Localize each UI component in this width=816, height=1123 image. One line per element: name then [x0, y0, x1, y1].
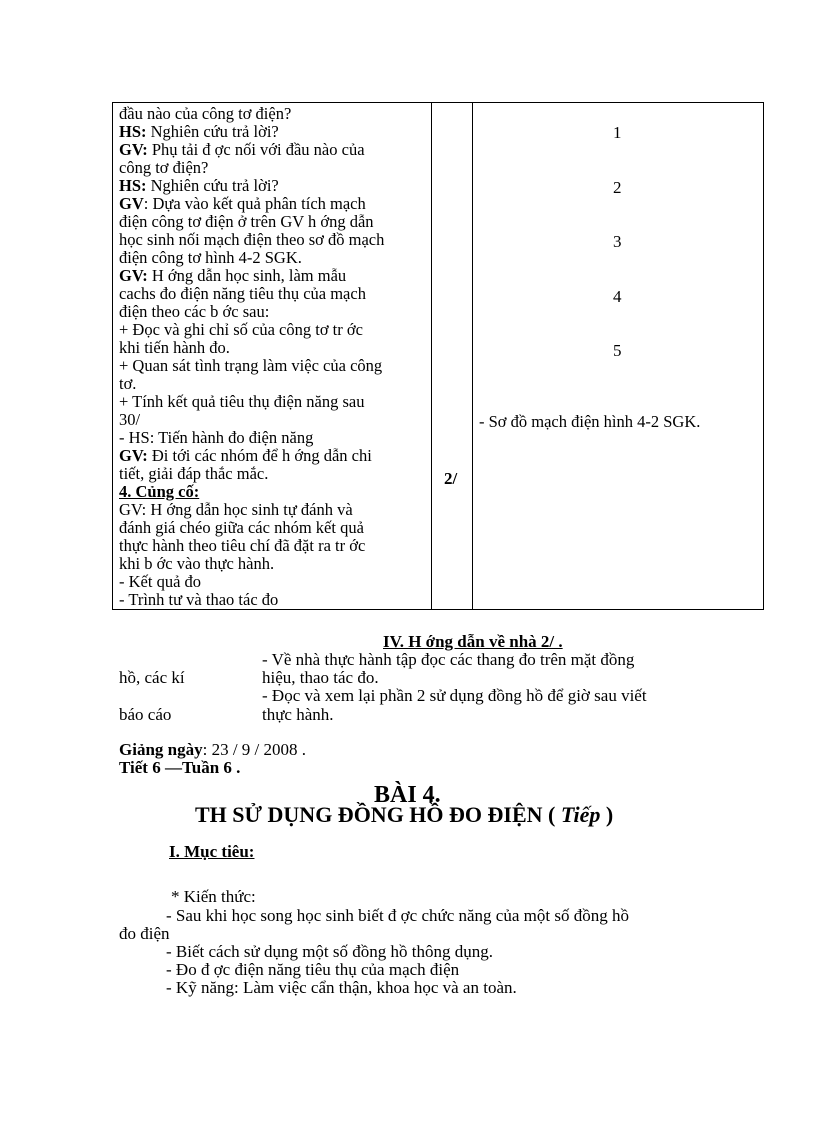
section-heading: I. Mục tiêu:	[169, 842, 255, 861]
activity-line: tiết, giải đáp thắc mắc.	[119, 465, 269, 483]
activity-line: + Đọc và ghi chỉ số của công tơ tr ớc	[119, 321, 363, 339]
step-number: 4	[613, 287, 622, 306]
lesson-period: Tiết 6 —Tuần 6 .	[119, 758, 241, 777]
activity-line: GV: Phụ tải đ ợc nối với đầu nào của	[119, 141, 365, 159]
teaching-date: Giảng ngày: 23 / 9 / 2008 .	[119, 740, 307, 759]
activity-line: đầu nào của công tơ điện?	[119, 105, 292, 123]
activity-line: - Trình tư và thao tác đo	[119, 591, 279, 609]
step-number: 2	[613, 178, 622, 197]
activity-column	[119, 105, 431, 609]
homework-line: thực hành.	[262, 705, 334, 724]
activity-line: HS: Nghiên cứu trả lời?	[119, 123, 279, 141]
lesson-table	[112, 102, 764, 610]
activity-line: tơ.	[119, 375, 137, 393]
lesson-subtitle: TH SỬ DỤNG ĐỒNG HỒ ĐO ĐIỆN ( Tiếp )	[195, 802, 614, 827]
homework-heading: IV. H ớng dẫn về nhà 2/ .	[383, 632, 563, 651]
time-cell: 2/	[444, 469, 458, 488]
activity-line: điện công tơ hình 4-2 SGK.	[119, 249, 302, 267]
activity-line: điện theo các b ớc sau:	[119, 303, 270, 321]
materials-note: - Sơ đồ mạch điện hình 4-2 SGK.	[479, 412, 701, 431]
activity-line: 30/	[119, 411, 141, 429]
activity-line: GV: H ớng dẫn học sinh tự đánh và	[119, 501, 353, 519]
objective-label: * Kiến thức:	[171, 887, 256, 906]
activity-line: + Tính kết quả tiêu thụ điện năng sau	[119, 393, 365, 411]
activity-line: - Kết quả đo	[119, 573, 202, 591]
activity-line: công tơ điện?	[119, 159, 209, 177]
homework-line: - Về nhà thực hành tập đọc các thang đo trên mặt đồng	[262, 650, 635, 669]
activity-line: đánh giá chéo giữa các nhóm kết quả	[119, 519, 364, 537]
activity-line: khi tiến hành đo.	[119, 339, 230, 357]
homework-line: - Đọc và xem lại phần 2 sử dụng đồng hồ để giờ sau viết	[262, 686, 647, 705]
homework-line: hiệu, thao tác đo.	[262, 668, 379, 687]
activity-line: 4. Củng cố:	[119, 483, 200, 501]
activity-line: thực hành theo tiêu chí đã đặt ra tr ớc	[119, 537, 366, 555]
objective-item: - Sau khi học song học sinh biết đ ợc chức năng của một số đồng hồ	[166, 906, 629, 925]
activity-line: cachs đo điện năng tiêu thụ của mạch	[119, 285, 366, 303]
objective-item: - Đo đ ợc điện năng tiêu thụ của mạch điện	[166, 960, 460, 979]
homework-margin-text: hồ, các kí	[119, 668, 185, 687]
activity-line: điện công tơ điện ở trên GV h ớng dẫn	[119, 213, 374, 231]
step-number: 5	[613, 341, 622, 360]
column-divider	[431, 103, 432, 609]
objective-item: - Biết cách sử dụng một số đồng hồ thông dụng.	[166, 942, 493, 961]
activity-line: khi b ớc vào thực hành.	[119, 555, 275, 573]
activity-line: GV: Dựa vào kết quả phân tích mạch	[119, 195, 366, 213]
step-number: 3	[613, 232, 622, 251]
objective-item: - Kỹ năng: Làm việc cẩn thận, khoa học và an toàn.	[166, 978, 517, 997]
homework-margin-text: báo cáo	[119, 705, 172, 724]
activity-line: học sinh nối mạch điện theo sơ đồ mạch	[119, 231, 385, 249]
step-number: 1	[613, 123, 622, 142]
column-divider	[472, 103, 473, 609]
activity-line: GV: H ớng dẫn học sinh, làm mẫu	[119, 267, 347, 285]
activity-line: GV: Đi tới các nhóm để h ớng dẫn chi	[119, 447, 372, 465]
activity-line: - HS: Tiến hành đo điện năng	[119, 429, 314, 447]
activity-line: + Quan sát tình trạng làm việc của công	[119, 357, 383, 375]
objective-item: đo điện	[119, 924, 170, 943]
activity-line: HS: Nghiên cứu trả lời?	[119, 177, 279, 195]
lesson-title: BÀI 4.	[374, 782, 441, 808]
